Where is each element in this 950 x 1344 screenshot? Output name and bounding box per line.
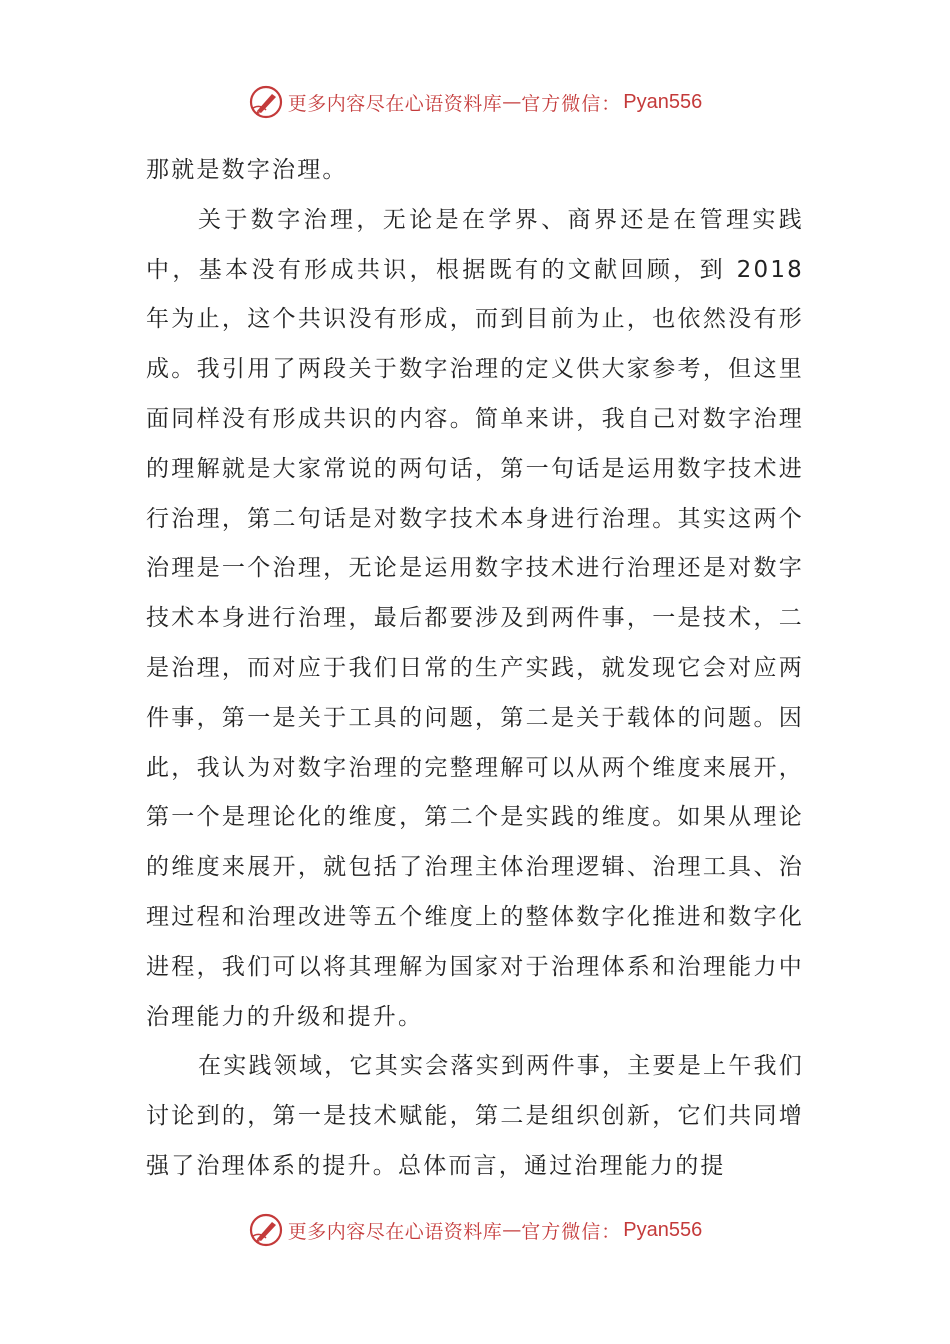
watermark-text: 更多内容尽在心语资料库 xyxy=(287,1220,503,1243)
watermark-dash: — xyxy=(502,91,522,113)
watermark-wechat-id: Pyan556 xyxy=(623,90,703,113)
paragraph-2: 关于数字治理，无论是在学界、商界还是在管理实践中，基本没有形成共识，根据既有的文献回顾，到 2018 年为止，这个共识没有形成，而到目前为止，也依然没有形成。我引用了两段关于数字治理的定义供大家参考，但这里面同样没有形成共识的内容。简单来讲，我自己对数字治理的理解就是大家常说的两句话，第一句话是运用数字技术进行治理，第二句话是对数字技术本身进行治理。其实这两个治理是一个治理，无论是运用数字技术进行治理还是对数字技术本身进行治理，最后都要涉及到两件事，一是技术，二是治理，而对应于我们日常的生产实践，就发现它会对应两件事，第一是关于工具的问题，第二是关于载体的问题。因此，我认为对数字治理的完整理解可以从两个维度来展开，第一个是理论化的维度，第二个是实践的维度。如果从理论的维度来展开，就包括了治理主体治理逻辑、治理工具、治理过程和治理改进等五个维度上的整体数字化推进和数字化进程，我们可以将其理解为国家对于治理体系和治理能力中治理能力的升级和提升。 xyxy=(146,206,804,1030)
pen-logo-icon xyxy=(248,1212,284,1248)
pen-logo-icon xyxy=(248,84,284,120)
watermark-dash: — xyxy=(502,1219,522,1241)
watermark-footer xyxy=(0,1210,950,1250)
watermark-label: 官方微信： xyxy=(521,92,622,115)
paragraph-3: 在实践领域，它其实会落实到两件事，主要是上午我们讨论到的，第一是技术赋能，第二是组织创新，它们共同增强了治理体系的提升。总体而言，通过治理能力的提 xyxy=(146,1053,804,1179)
watermark-label: 官方微信： xyxy=(521,1220,622,1243)
watermark-header xyxy=(0,82,950,122)
watermark-wechat-id: Pyan556 xyxy=(623,1218,703,1241)
watermark-text: 更多内容尽在心语资料库 xyxy=(287,92,503,115)
document-body xyxy=(146,146,804,1192)
paragraph-1: 那就是数字治理。 xyxy=(146,157,348,183)
